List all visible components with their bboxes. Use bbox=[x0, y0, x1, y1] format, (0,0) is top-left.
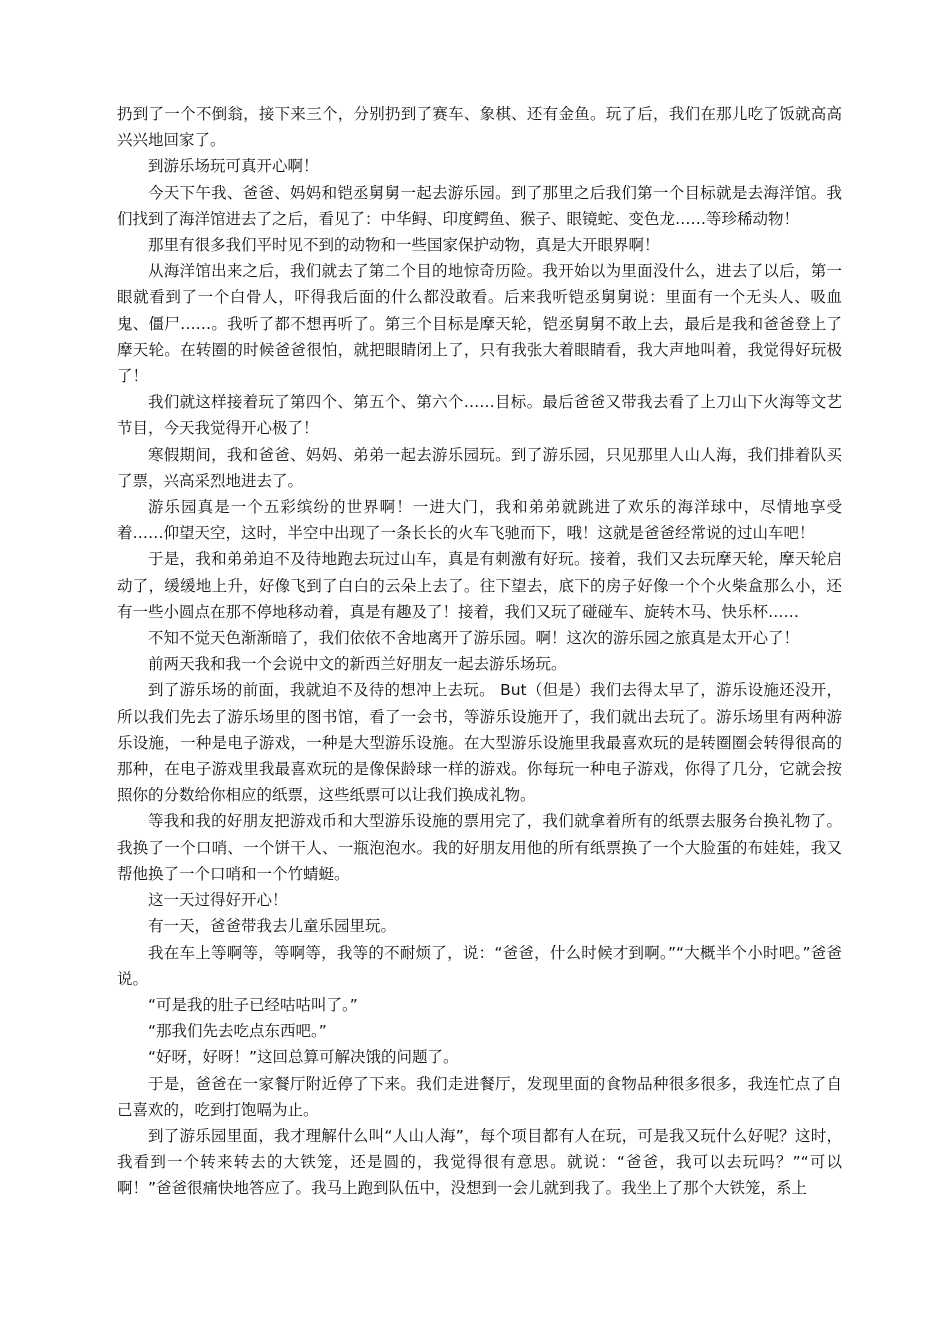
paragraph: 寒假期间，我和爸爸、妈妈、弟弟一起去游乐园玩。到了游乐园，只见那里人山人海，我们排着队买了票，兴高采烈地进去了。 bbox=[117, 445, 842, 490]
paragraph: 我们就这样接着玩了第四个、第五个、第六个……目标。最后爸爸又带我去看了上刀山下火海等文艺节目，今天我觉得开心极了！ bbox=[117, 393, 842, 438]
paragraph: 这一天过得好开心！ bbox=[148, 891, 288, 910]
paragraph: 于是，我和弟弟迫不及待地跑去玩过山车，真是有刺激有好玩。接着，我们又去玩摩天轮，摩天轮启动了，缓缓地上升，好像飞到了白白的云朵上去了。往下望去，底下的房子好像一个个火柴盒那么小，还有一些小圆点在那不停地移动着，真是有趣及了！接着，我们又玩了碰碰车、旋转木马、快乐杯…… bbox=[117, 550, 842, 621]
paragraph: “好呀，好呀！”这回总算可解决饿的问题了。 bbox=[148, 1048, 459, 1067]
paragraph: “可是我的肚子已经咕咕叫了。” bbox=[148, 995, 358, 1014]
paragraph: 我在车上等啊等，等啊等，我等的不耐烦了，说：“爸爸，什么时候才到啊。”“大概半个小时吧。”爸爸说。 bbox=[117, 943, 842, 988]
paragraph: 到了游乐场的前面，我就迫不及待的想冲上去玩。 But（但是）我们去得太早了，游乐设施还没开，所以我们先去了游乐场里的图书馆，看了一会书，等游乐设施开了，我们就出去玩了。游乐场里有两种游乐设施，一种是电子游戏，一种是大型游乐设施。在大型游乐设施里我最喜欢玩的是转圈圈会转得很高的那种，在电子游戏里我最喜欢玩的是像保龄球一样的游戏。你每玩一种电子游戏，你得了几分，它就会按照你的分数给你相应的纸票，这些纸票可以让我们换成礼物。 bbox=[117, 681, 842, 805]
paragraph: 游乐园真是一个五彩缤纷的世界啊！一进大门，我和弟弟就跳进了欢乐的海洋球中，尽情地享受着……仰望天空，这时，半空中出现了一条长长的火车飞驰而下，哦！这就是爸爸经常说的过山车吧！ bbox=[117, 498, 842, 543]
paragraph: 那里有很多我们平时见不到的动物和一些国家保护动物，真是大开眼界啊！ bbox=[148, 236, 660, 255]
paragraph: 从海洋馆出来之后，我们就去了第二个目的地惊奇历险。我开始以为里面没什么，进去了以后，第一眼就看到了一个白骨人，吓得我后面的什么都没敢看。后来我听铠丞舅舅说：里面有一个无头人、吸血鬼、僵尸……。我听了都不想再听了。第三个目标是摩天轮，铠丞舅舅不敢上去，最后是我和爸爸登上了摩天轮。在转圈的时候爸爸很怕，就把眼睛闭上了，只有我张大着眼睛看，我大声地叫着，我觉得好玩极了！ bbox=[117, 262, 842, 386]
paragraph: 不知不觉天色渐渐暗了，我们依依不舍地离开了游乐园。啊！这次的游乐园之旅真是太开心了！ bbox=[148, 629, 800, 648]
document-body bbox=[117, 101, 842, 1202]
paragraph: 有一天，爸爸带我去儿童乐园里玩。 bbox=[148, 917, 397, 936]
paragraph: 到游乐场玩可真开心啊！ bbox=[148, 157, 319, 176]
paragraph: 前两天我和我一个会说中文的新西兰好朋友一起去游乐场玩。 bbox=[148, 655, 567, 674]
paragraph: 扔到了一个不倒翁，接下来三个，分别扔到了赛车、象棋、还有金鱼。玩了后，我们在那儿吃了饭就高高兴兴地回家了。 bbox=[117, 105, 842, 150]
paragraph: 到了游乐园里面，我才理解什么叫“人山人海”，每个项目都有人在玩，可是我又玩什么好呢？这时，我看到一个转来转去的大铁笼，还是圆的，我觉得很有意思。就说：“爸爸，我可以去玩吗？”“可以啊！”爸爸很痛快地答应了。我马上跑到队伍中，没想到一会儿就到我了。我坐上了那个大铁笼，系上 bbox=[117, 1126, 842, 1198]
paragraph: “那我们先去吃点东西吧。” bbox=[148, 1022, 327, 1041]
paragraph: 于是，爸爸在一家餐厅附近停了下来。我们走进餐厅，发现里面的食物品种很多很多，我连忙点了自己喜欢的，吃到打饱嗝为止。 bbox=[117, 1074, 842, 1119]
paragraph: 今天下午我、爸爸、妈妈和铠丞舅舅一起去游乐园。到了那里之后我们第一个目标就是去海洋馆。我们找到了海洋馆进去了之后，看见了：中华鲟、印度鳄鱼、猴子、眼镜蛇、变色龙……等珍稀动物！ bbox=[117, 183, 842, 228]
paragraph: 等我和我的好朋友把游戏币和大型游乐设施的票用完了，我们就拿着所有的纸票去服务台换礼物了。我换了一个口哨、一个饼干人、一瓶泡泡水。我的好朋友用他的所有纸票换了一个大脸蛋的布娃娃，我又帮他换了一个口哨和一个竹蜻蜓。 bbox=[117, 812, 842, 883]
